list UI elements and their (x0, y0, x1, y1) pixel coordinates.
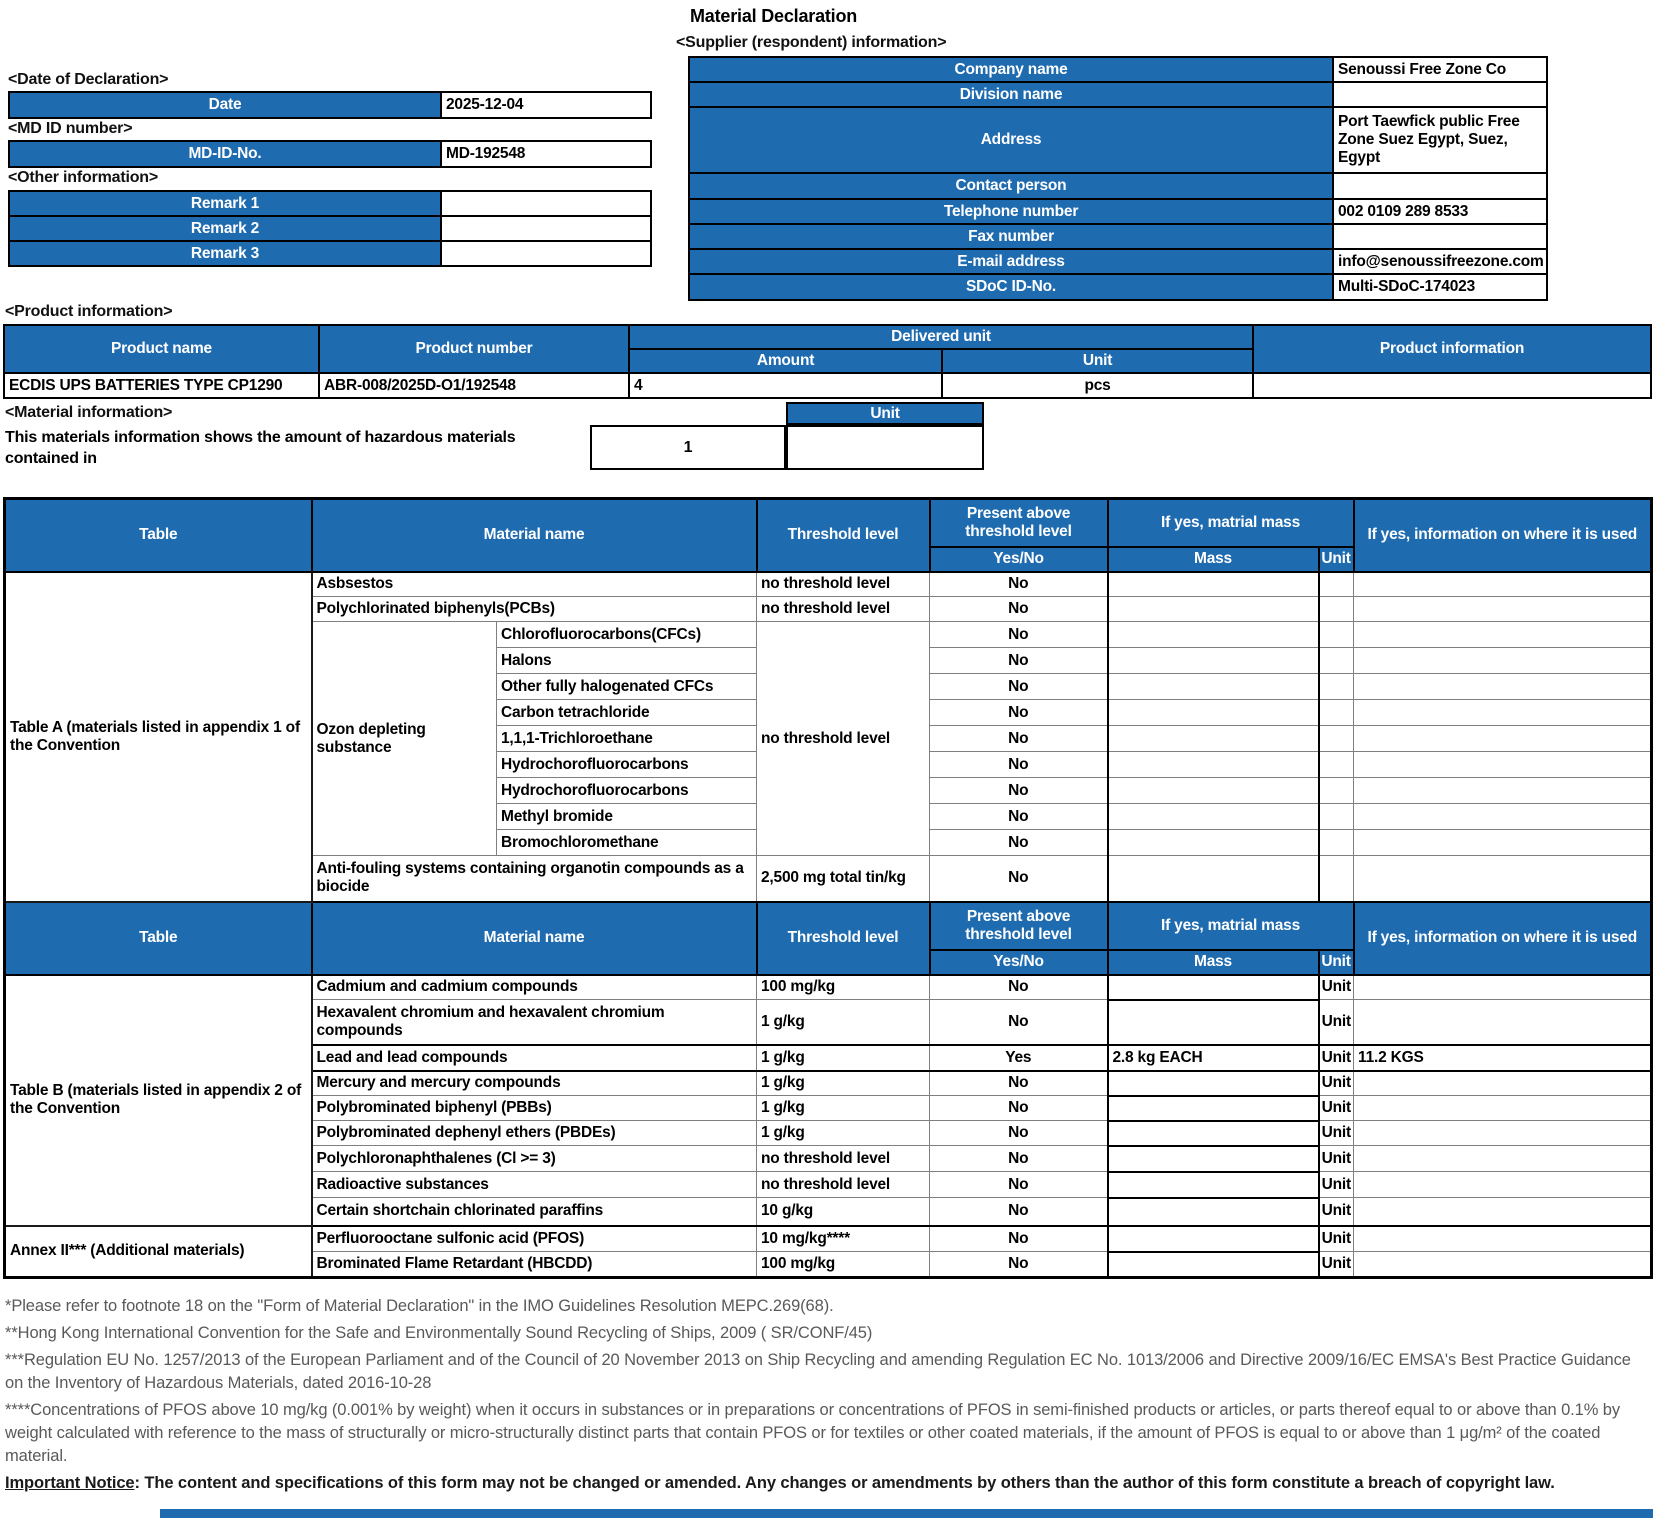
supplier-label-address: Address (689, 107, 1333, 173)
remark1-value (441, 191, 651, 216)
md-id-table (8, 140, 652, 168)
unit-value: Unit (1319, 975, 1354, 1000)
material-name: Methyl bromide (497, 804, 757, 830)
threshold-value: 1 g/kg (757, 1000, 930, 1045)
important-notice (5, 1472, 1648, 1495)
unit-value (1319, 804, 1354, 830)
threshold-value: 1 g/kg (757, 1121, 930, 1146)
mass-value (1108, 1226, 1319, 1252)
mass-value (1108, 597, 1319, 622)
yesno-value: No (930, 648, 1108, 674)
threshold-value: 2,500 mg total tin/kg (757, 856, 930, 902)
where-used-value (1354, 804, 1652, 830)
date-table (8, 91, 652, 119)
yesno-value: No (930, 830, 1108, 856)
material-name: Chlorofluorocarbons(CFCs) (497, 622, 757, 648)
unit-value (1319, 572, 1354, 597)
yesno-value: No (930, 622, 1108, 648)
where-used-value (1354, 856, 1652, 902)
col-header-yesno: Yes/No (930, 950, 1108, 975)
where-used-value (1354, 622, 1652, 648)
material-section-heading: <Material information> (5, 404, 173, 421)
table-a-label: Table A (materials listed in appendix 1 of the Convention (5, 572, 312, 902)
unit-value: Unit (1319, 1172, 1354, 1198)
footnotes (5, 1295, 1648, 1499)
unit-value (1319, 752, 1354, 778)
threshold-value: 100 mg/kg (757, 1252, 930, 1278)
mass-value (1108, 1121, 1319, 1146)
supplier-label-fax: Fax number (689, 224, 1333, 249)
remarks-table (8, 190, 652, 267)
supplier-label-email: E-mail address (689, 249, 1333, 274)
material-name: Hydrochorofluorocarbons (497, 752, 757, 778)
unit-value (1319, 648, 1354, 674)
material-unit-header: Unit (786, 402, 984, 425)
unit-value: Unit (1319, 1071, 1354, 1096)
mass-value (1108, 804, 1319, 830)
material-name: Asbsestos (312, 572, 757, 597)
important-notice-label: Important Notice (5, 1474, 135, 1492)
col-header-where-used: If yes, information on where it is used (1354, 902, 1652, 975)
threshold-value: 10 mg/kg**** (757, 1226, 930, 1252)
material-unit-cell (786, 425, 984, 470)
material-amount-cell: 1 (590, 425, 786, 470)
product-info-header: Product information (1253, 325, 1651, 373)
unit-value (1319, 778, 1354, 804)
where-used-value (1354, 597, 1652, 622)
footnote-3: ***Regulation EU No. 1257/2013 of the European Parliament and of the Council of 20 November 2013 on Ship Recycling and amending Regulation EC No. 1013/2006 and Directive 2009/16/EC EMSA's Best Practice Guidance on the Inventory of Hazardous Materials, dated 2016-10-28 (5, 1351, 1631, 1392)
product-section-heading: <Product information> (5, 303, 173, 320)
ozone-group-label: Ozon depleting substance (312, 622, 497, 856)
mass-value (1108, 778, 1319, 804)
col-header-unit: Unit (1319, 950, 1354, 975)
footnote-4: ****Concentrations of PFOS above 10 mg/kg (0.001% by weight) when it occurs in substances or in preparations or concentrations of PFOS in semi-finished products or articles, or parts thereof equal to or above than 0.1% by weight calculated with reference to the mass of structurally or micro-structurally distinct parts that contain PFOS or for textiles or other coated materials, if the amount of PFOS is equal to or above than 1 μg/m² of the coated material. (5, 1401, 1621, 1465)
material-name: Polychlorinated biphenyls(PCBs) (312, 597, 757, 622)
supplier-value-address: Port Taewfick public Free Zone Suez Egypt, Suez, Egypt (1333, 107, 1547, 173)
table-row (5, 1226, 1652, 1252)
mass-value (1108, 1000, 1319, 1045)
where-used-value (1354, 830, 1652, 856)
mass-value (1108, 1096, 1319, 1121)
col-header-mass-group: If yes, matrial mass (1108, 902, 1354, 950)
table-row (5, 975, 1652, 1000)
mass-value (1108, 752, 1319, 778)
where-used-value (1354, 700, 1652, 726)
amount-header: Amount (629, 349, 942, 373)
yesno-value: No (930, 1071, 1108, 1096)
where-used-value (1354, 752, 1652, 778)
material-name: Other fully halogenated CFCs (497, 674, 757, 700)
col-header-material-name: Material name (312, 499, 757, 572)
mass-value (1108, 726, 1319, 752)
unit-value (1319, 597, 1354, 622)
yesno-value: No (930, 700, 1108, 726)
hazardous-materials-table (3, 497, 1653, 1279)
yesno-value: No (930, 572, 1108, 597)
bottom-row-strip (160, 1509, 1653, 1518)
md-id-value: MD-192548 (441, 141, 651, 167)
col-header-threshold: Threshold level (757, 499, 930, 572)
unit-value: Unit (1319, 1045, 1354, 1071)
where-used-value (1354, 674, 1652, 700)
col-header-threshold: Threshold level (757, 902, 930, 975)
col-header-mass-group: If yes, matrial mass (1108, 499, 1354, 547)
yesno-value: No (930, 778, 1108, 804)
product-amount-value: 4 (629, 373, 942, 398)
mass-value (1108, 830, 1319, 856)
unit-value: Unit (1319, 1000, 1354, 1045)
where-used-value (1354, 1121, 1652, 1146)
supplier-value-email: info@senoussifreezone.com (1333, 249, 1547, 274)
material-name: Brominated Flame Retardant (HBCDD) (312, 1252, 757, 1278)
material-name: Polybrominated dephenyl ethers (PBDEs) (312, 1121, 757, 1146)
unit-value (1319, 622, 1354, 648)
date-label: Date (9, 92, 441, 118)
threshold-value: no threshold level (757, 622, 930, 856)
supplier-label-company: Company name (689, 57, 1333, 82)
col-header-table: Table (5, 902, 312, 975)
mass-value (1108, 572, 1319, 597)
col-header-where-used: If yes, information on where it is used (1354, 499, 1652, 572)
date-section-heading: <Date of Declaration> (8, 71, 169, 88)
unit-value (1319, 856, 1354, 902)
material-note: This materials information shows the amount of hazardous materials contained in (5, 429, 516, 467)
threshold-value: 1 g/kg (757, 1071, 930, 1096)
where-used-value (1354, 975, 1652, 1000)
material-name: Hexavalent chromium and hexavalent chromium compounds (312, 1000, 757, 1045)
mass-value (1108, 1071, 1319, 1096)
unit-value (1319, 674, 1354, 700)
remark2-label: Remark 2 (9, 216, 441, 241)
mass-value (1108, 1146, 1319, 1172)
material-name: Polychloronaphthalenes (Cl >= 3) (312, 1146, 757, 1172)
material-name: Anti-fouling systems containing organotin compounds as a biocide (312, 856, 757, 902)
yesno-value: No (930, 726, 1108, 752)
col-header-mass: Mass (1108, 950, 1319, 975)
supplier-value-division (1333, 82, 1547, 107)
supplier-label-sdoc: SDoC ID-No. (689, 274, 1333, 300)
material-name: Radioactive substances (312, 1172, 757, 1198)
material-name: Cadmium and cadmium compounds (312, 975, 757, 1000)
product-name-value: ECDIS UPS BATTERIES TYPE CP1290 (4, 373, 319, 398)
date-value: 2025-12-04 (441, 92, 651, 118)
yesno-value: No (930, 856, 1108, 902)
supplier-table (688, 56, 1548, 301)
remark1-label: Remark 1 (9, 191, 441, 216)
yesno-value: No (930, 597, 1108, 622)
material-name: 1,1,1-Trichloroethane (497, 726, 757, 752)
footnote-1: *Please refer to footnote 18 on the "Form of Material Declaration" in the IMO Guidelines Resolution MEPC.269(68). (5, 1297, 834, 1315)
col-header-present: Present above threshold level (930, 499, 1108, 547)
yesno-value: No (930, 1096, 1108, 1121)
other-info-section-heading: <Other information> (8, 169, 158, 186)
material-name: Halons (497, 648, 757, 674)
remark3-value (441, 241, 651, 266)
unit-value (1319, 726, 1354, 752)
where-used-value (1354, 1172, 1652, 1198)
material-name: Lead and lead compounds (312, 1045, 757, 1071)
important-notice-text: : The content and specifications of this form may not be changed or amended. Any changes or amendments by others than the author of this form constitute a breach of copyright law. (134, 1474, 1555, 1492)
mass-value (1108, 1252, 1319, 1278)
material-name: Perfluorooctane sulfonic acid (PFOS) (312, 1226, 757, 1252)
md-id-label: MD-ID-No. (9, 141, 441, 167)
where-used-value (1354, 1146, 1652, 1172)
unit-value: Unit (1319, 1096, 1354, 1121)
where-used-value: 11.2 KGS (1354, 1045, 1652, 1071)
yesno-value: No (930, 975, 1108, 1000)
threshold-value: 1 g/kg (757, 1045, 930, 1071)
threshold-value: no threshold level (757, 597, 930, 622)
mass-value (1108, 1198, 1319, 1226)
supplier-section-heading: <Supplier (respondent) information> (676, 34, 947, 51)
yesno-value: No (930, 1146, 1108, 1172)
remark2-value (441, 216, 651, 241)
where-used-value (1354, 648, 1652, 674)
table-row (5, 572, 1652, 597)
where-used-value (1354, 1252, 1652, 1278)
where-used-value (1354, 1071, 1652, 1096)
supplier-label-division: Division name (689, 82, 1333, 107)
mass-value (1108, 975, 1319, 1000)
unit-value: Unit (1319, 1198, 1354, 1226)
threshold-value: no threshold level (757, 1146, 930, 1172)
col-header-yesno: Yes/No (930, 547, 1108, 572)
yesno-value: No (930, 752, 1108, 778)
footnote-2: **Hong Kong International Convention for the Safe and Environmentally Sound Recycling of Ships, 2009 ( SR/CONF/45) (5, 1324, 873, 1342)
product-info-value (1253, 373, 1651, 398)
col-header-table: Table (5, 499, 312, 572)
threshold-value: 100 mg/kg (757, 975, 930, 1000)
supplier-value-fax (1333, 224, 1547, 249)
yesno-value: No (930, 1198, 1108, 1226)
mass-value (1108, 1172, 1319, 1198)
material-name: Carbon tetrachloride (497, 700, 757, 726)
mass-value (1108, 700, 1319, 726)
supplier-label-telephone: Telephone number (689, 199, 1333, 224)
col-header-material-name: Material name (312, 902, 757, 975)
where-used-value (1354, 1198, 1652, 1226)
material-name: Certain shortchain chlorinated paraffins (312, 1198, 757, 1226)
where-used-value (1354, 1226, 1652, 1252)
material-name: Polybrominated biphenyl (PBBs) (312, 1096, 757, 1121)
threshold-value: no threshold level (757, 572, 930, 597)
threshold-value: no threshold level (757, 1172, 930, 1198)
yesno-value: No (930, 1121, 1108, 1146)
mass-value: 2.8 kg EACH (1108, 1045, 1319, 1071)
where-used-value (1354, 1000, 1652, 1045)
mass-value (1108, 622, 1319, 648)
yesno-value: No (930, 1172, 1108, 1198)
where-used-value (1354, 726, 1652, 752)
col-header-mass: Mass (1108, 547, 1319, 572)
material-name: Bromochloromethane (497, 830, 757, 856)
yesno-value: No (930, 674, 1108, 700)
unit-value (1319, 700, 1354, 726)
table-b-label: Table B (materials listed in appendix 2 of the Convention (5, 975, 312, 1226)
supplier-value-sdoc: Multi-SDoC-174023 (1333, 274, 1547, 300)
unit-header: Unit (942, 349, 1253, 373)
where-used-value (1354, 778, 1652, 804)
page-title: Material Declaration (690, 6, 858, 26)
col-header-present: Present above threshold level (930, 902, 1108, 950)
mass-value (1108, 674, 1319, 700)
material-name: Hydrochorofluorocarbons (497, 778, 757, 804)
unit-value (1319, 830, 1354, 856)
product-number-value: ABR-008/2025D-O1/192548 (319, 373, 629, 398)
col-header-unit: Unit (1319, 547, 1354, 572)
yesno-value: No (930, 1252, 1108, 1278)
yesno-value: No (930, 1226, 1108, 1252)
product-name-header: Product name (4, 325, 319, 373)
annex-label: Annex II*** (Additional materials) (5, 1226, 312, 1278)
where-used-value (1354, 572, 1652, 597)
product-number-header: Product number (319, 325, 629, 373)
yesno-value: Yes (930, 1045, 1108, 1071)
unit-value: Unit (1319, 1121, 1354, 1146)
product-unit-value: pcs (942, 373, 1253, 398)
product-table (3, 324, 1652, 399)
supplier-value-contact (1333, 173, 1547, 199)
material-name: Mercury and mercury compounds (312, 1071, 757, 1096)
mass-value (1108, 856, 1319, 902)
yesno-value: No (930, 1000, 1108, 1045)
supplier-value-telephone: 002 0109 289 8533 (1333, 199, 1547, 224)
unit-value: Unit (1319, 1146, 1354, 1172)
supplier-label-contact: Contact person (689, 173, 1333, 199)
mass-value (1108, 648, 1319, 674)
yesno-value: No (930, 804, 1108, 830)
where-used-value (1354, 1096, 1652, 1121)
remark3-label: Remark 3 (9, 241, 441, 266)
threshold-value: 1 g/kg (757, 1096, 930, 1121)
unit-value: Unit (1319, 1226, 1354, 1252)
delivered-unit-header: Delivered unit (629, 325, 1253, 349)
unit-value: Unit (1319, 1252, 1354, 1278)
supplier-value-company: Senoussi Free Zone Co (1333, 57, 1547, 82)
threshold-value: 10 g/kg (757, 1198, 930, 1226)
md-id-section-heading: <MD ID number> (8, 120, 133, 137)
